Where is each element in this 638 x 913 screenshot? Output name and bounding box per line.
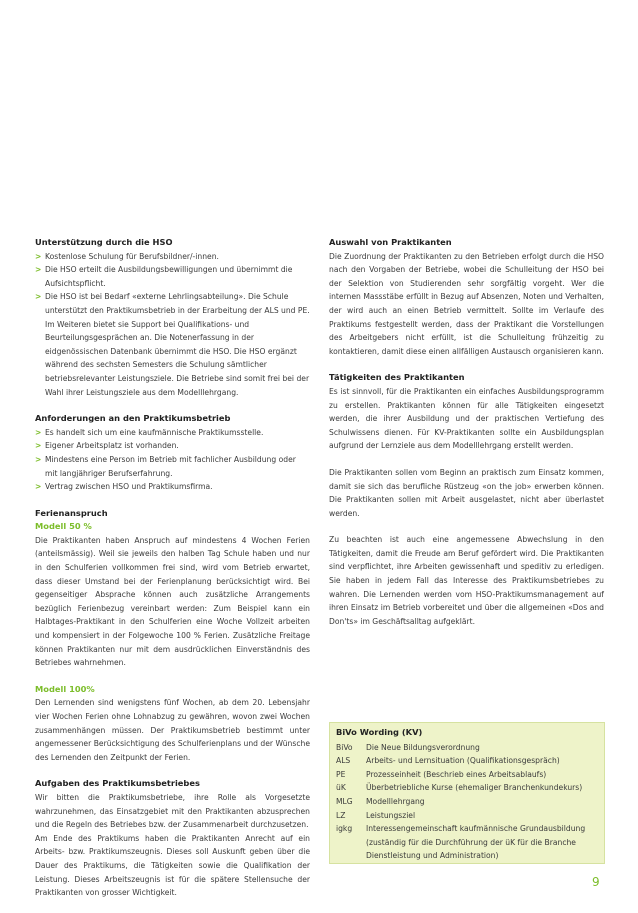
glossary-def: Leistungsziel — [366, 810, 416, 820]
section-activities — [329, 371, 604, 628]
glossary-abbr: üK — [336, 783, 346, 793]
support-heading: Unterstützung durch die HSO — [35, 237, 173, 247]
glossary-def: Modelllehrgang — [366, 796, 425, 806]
section-selection — [329, 236, 604, 358]
glossary-row — [336, 795, 598, 809]
model100-label: Modell 100% — [35, 683, 95, 694]
list-item: > Mindestens eine Person im Betrieb mit fachlicher Ausbildung oder mit langjähriger Berufserfahrung. — [35, 453, 310, 480]
list-item: > Vertrag zwischen HSO und Praktikumsfirma. — [35, 480, 310, 494]
holiday-heading: Ferienanspruch — [35, 507, 108, 518]
right-column — [329, 236, 604, 641]
glossary-def: Prozesseinheit (Beschrieb eines Arbeitsablaufs) — [366, 769, 547, 779]
glossary-row — [336, 768, 598, 782]
activities-text-2: Die Praktikanten sollen vom Beginn an praktisch zum Einsatz kommen, damit sie sich das berufliche Rüstzeug «on the job» erwerben können. Die Praktikanten sollen mit Arbeit ausgelastet, nicht aber überlastet werden. — [329, 467, 604, 518]
glossary-def: Arbeits- und Lernsituation (Qualifikationsgespräch) — [366, 756, 560, 766]
glossary-abbr: MLG — [336, 796, 353, 806]
section-tasks — [35, 777, 310, 899]
support-list — [35, 250, 310, 400]
section-support — [35, 236, 310, 399]
tasks-heading: Aufgaben des Praktikumsbetriebes — [35, 778, 200, 789]
glossary-abbr: ALS — [336, 756, 351, 766]
tasks-text-1: Wir bitten die Praktikumsbetriebe, ihre Rolle als Vorgesetzte wahrzunehmen, das Einsatzgebiet mit den Praktikanten abzusprechen und die Regeln des Betriebes bzw. der Zusammenarbeit durchzusetzen. — [35, 792, 310, 830]
glossary-row — [336, 809, 598, 823]
model50-label: Modell 50 % — [35, 521, 92, 532]
glossary-abbr: PE — [336, 769, 346, 779]
section-holiday — [35, 507, 310, 765]
list-item: > Kostenlose Schulung für Berufsbildner/-innen. — [35, 250, 310, 264]
model50-text: Die Praktikanten haben Anspruch auf mindestens 4 Wochen Ferien (anteilsmässig). Weil sie jeweils den halben Tag Schule haben und nur in den Schulferien vollkommen frei sind, wird vom Betrieb erwartet, dass dieser Umstand bei der Ferienplanung berücksichtigt wird. Bei gegenseitiger Absprache können auch zusätzliche Arrangements bezüglich Ferienbezug vereinbart werden: Zum Beispiel kann ein Halbtages-Praktikant in den Schulferien eine Woche Vollzeit arbeiten und kompensiert in der Folgewoche 100 % Ferien. Zusätzliche Freitage können Praktikanten nur mit dem ausdrücklichen Einverständnis des Betriebes wahrnehmen. — [35, 535, 310, 668]
glossary-row — [336, 781, 598, 795]
list-item: > Es handelt sich um eine kaufmännische Praktikumsstelle. — [35, 426, 310, 440]
glossary-row — [336, 754, 598, 768]
glossary-row — [336, 822, 598, 863]
list-item: > Eigener Arbeitsplatz ist vorhanden. — [35, 439, 310, 453]
tasks-text-2: Am Ende des Praktikums haben die Praktikanten Anrecht auf ein Arbeits- bzw. Praktikumszeugnis. Dieses soll Auskunft geben über die Dauer des Praktikums, die Tätigkeiten sowie die Qualifikation der Leistung. Dieses Arbeitszeugnis ist für die spätere Stellensuche der Praktikanten von grosser Wichtigkeit. — [35, 833, 310, 898]
glossary-abbr: BiVo — [336, 742, 353, 752]
list-item: > Die HSO erteilt die Ausbildungsbewilligungen und übernimmt die Aufsichtspflicht. — [35, 263, 310, 290]
activities-heading: Tätigkeiten des Praktikanten — [329, 372, 465, 383]
selection-text: Die Zuordnung der Praktikanten zu den Betrieben erfolgt durch die HSO nach den Vorgaben der Betriebe, wobei die Schulleitung der HSO bei der Selektion von Studierenden sehr sorgfältig vorgeht. Wer die internen Massstäbe erfüllt in Bezug auf Absenzen, Noten und Verhalten, der wird auch an einen Betrieb vermittelt. Sollte im Verlaufe des Praktikums festgestellt werden, dass der Praktikant die Vorstellungen des Arbeitgebers nicht erfüllt, ist die Schulleitung frühzeitig zu kontaktieren, damit diese einen allfälligen Austausch organisieren kann. — [329, 251, 604, 356]
requirements-list — [35, 426, 310, 494]
section-requirements — [35, 412, 310, 494]
glossary-def: Interessengemeinschaft kaufmännische Grundausbildung (zuständig für die Durchführung der üK für die Branche Dienstleistung und Administration) — [366, 824, 586, 861]
activities-text-3: Zu beachten ist auch eine angemessene Abwechslung in den Tätigkeiten, damit die Freude am Beruf gefördert wird. Die Praktikanten sind verpflichtet, ihre Arbeiten gewissenhaft und speditiv zu erledigen. Sie haben in jedem Fall das Interesse des Praktikumsbetriebes zu wahren. Die Lernenden werden vom HSO-Praktikumsmanagement auf ihren Einsatz im Betrieb vorbereitet und über die allgemeinen «Dos and Don'ts» im Geschäftsalltag aufgeklärt. — [329, 535, 604, 626]
glossary-heading: BiVo Wording (KV) — [336, 727, 423, 737]
glossary-box — [329, 722, 605, 864]
glossary-abbr: igkg — [336, 824, 353, 834]
left-column — [35, 236, 310, 913]
selection-heading: Auswahl von Praktikanten — [329, 237, 452, 247]
activities-text-1: Es ist sinnvoll, für die Praktikanten ein einfaches Ausbildungsprogramm zu erstellen. Praktikanten können für alle Tätigkeiten eingesetzt werden, die ihrer Ausbildung und der praktischen Vertiefung des Schulwissens dienen. Für KV-Praktikanten sollte ein Ausbildungsplan aufgrund der Lernziele aus dem Modelllehrgang erstellt werden. — [329, 386, 604, 451]
glossary-abbr: LZ — [336, 810, 346, 820]
list-item: > Die HSO ist bei Bedarf «externe Lehrlingsabteilung». Die Schule unterstützt den Praktikumsbetrieb in der Erarbeitung der ALS und PE. Im Weiteren bietet sie Support bei Qualifikations- und Beurteilungsgesprächen an. Die Notenerfassung in der eidgenössischen Datenbank übernimmt die HSO. Die HSO ergänzt während des sechsten Semesters die Schulung sämtlicher betriebsrelevanter Leistungsziele. Die Betriebe sind somit frei bei der Wahl ihrer Leistungsziele aus dem Modelllehrgang. — [35, 290, 310, 399]
model100-text: Den Lernenden sind wenigstens fünf Wochen, ab dem 20. Lebensjahr vier Wochen Ferien ohne Lohnabzug zu gewähren, wovon zwei Wochen zusammenhängen müssen. Der Praktikumsbetrieb bestimmt unter angemessener Berücksichtigung des Schulferienplans und der Wünsche des Lernenden den Zeitpunkt der Ferien. — [35, 698, 310, 762]
requirements-heading: Anforderungen an den Praktikumsbetrieb — [35, 413, 231, 424]
page-number: 9 — [592, 875, 600, 889]
glossary-row — [336, 741, 598, 755]
glossary-def: Überbetriebliche Kurse (ehemaliger Branchenkundekurs) — [366, 783, 583, 793]
glossary-def: Die Neue Bildungsverordnung — [366, 742, 480, 752]
